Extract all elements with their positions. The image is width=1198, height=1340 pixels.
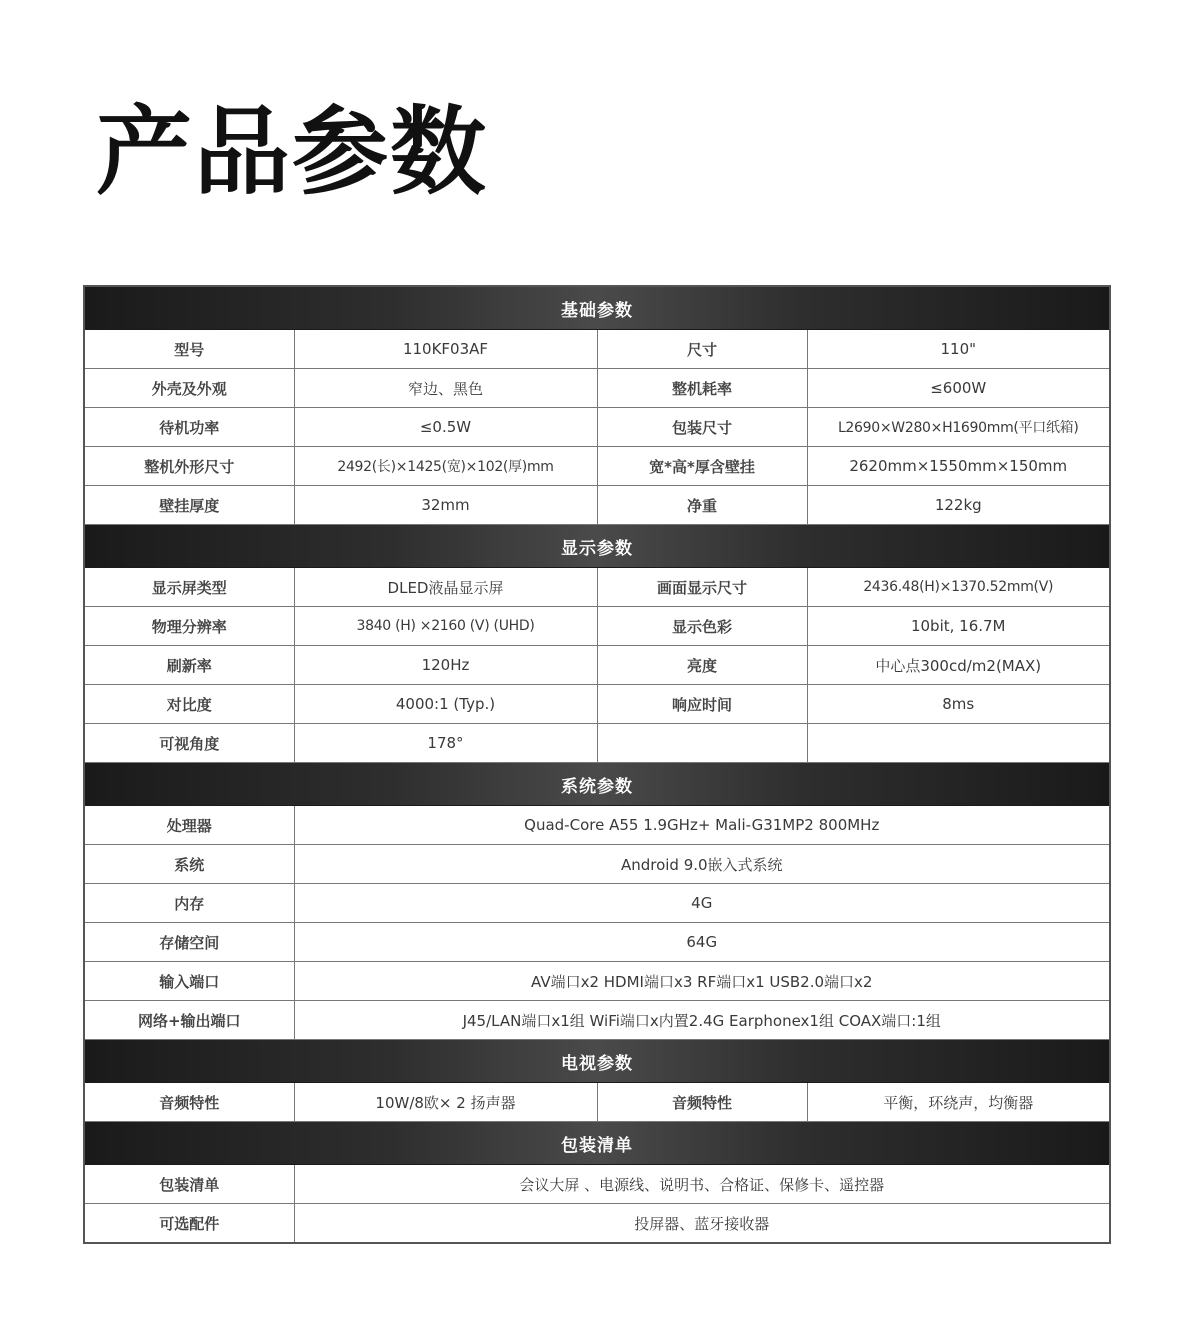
spec-value: 窄边、黑色 xyxy=(294,369,597,408)
spec-label: 音频特性 xyxy=(597,1083,807,1122)
spec-table xyxy=(83,285,1111,1244)
spec-value: 32mm xyxy=(294,486,597,525)
spec-row xyxy=(84,646,1110,685)
section-header-row xyxy=(84,525,1110,568)
section-header: 包装清单 xyxy=(84,1122,1110,1165)
spec-value: ≤0.5W xyxy=(294,408,597,447)
spec-label: 刷新率 xyxy=(84,646,294,685)
spec-row xyxy=(84,1165,1110,1204)
spec-label: 画面显示尺寸 xyxy=(597,568,807,607)
section-header-row xyxy=(84,763,1110,806)
spec-label: 可选配件 xyxy=(84,1204,294,1244)
spec-label: 可视角度 xyxy=(84,724,294,763)
spec-label: 整机外形尺寸 xyxy=(84,447,294,486)
spec-value: 会议大屏 、电源线、说明书、合格证、保修卡、遥控器 xyxy=(294,1165,1110,1204)
spec-label: 外壳及外观 xyxy=(84,369,294,408)
spec-value: 4000:1 (Typ.) xyxy=(294,685,597,724)
spec-label: 亮度 xyxy=(597,646,807,685)
spec-label: 系统 xyxy=(84,845,294,884)
spec-value: 10W/8欧× 2 扬声器 xyxy=(294,1083,597,1122)
page-title: 产品参数 xyxy=(96,96,488,208)
spec-label: 内存 xyxy=(84,884,294,923)
spec-row xyxy=(84,369,1110,408)
spec-label: 包装清单 xyxy=(84,1165,294,1204)
spec-value: 4G xyxy=(294,884,1110,923)
spec-label: 整机耗率 xyxy=(597,369,807,408)
spec-label: 网络+输出端口 xyxy=(84,1001,294,1040)
spec-label: 显示屏类型 xyxy=(84,568,294,607)
spec-label: 显示色彩 xyxy=(597,607,807,646)
spec-value: 110" xyxy=(807,330,1110,369)
spec-row xyxy=(84,1001,1110,1040)
spec-label: 对比度 xyxy=(84,685,294,724)
spec-row xyxy=(84,408,1110,447)
spec-row xyxy=(84,1083,1110,1122)
spec-row xyxy=(84,845,1110,884)
spec-row xyxy=(84,685,1110,724)
spec-value: 中心点300cd/m2(MAX) xyxy=(807,646,1110,685)
spec-label: 处理器 xyxy=(84,806,294,845)
spec-value: 110KF03AF xyxy=(294,330,597,369)
spec-row xyxy=(84,923,1110,962)
spec-value xyxy=(807,724,1110,763)
spec-row xyxy=(84,724,1110,763)
spec-value: 投屏器、蓝牙接收器 xyxy=(294,1204,1110,1244)
spec-value: ≤600W xyxy=(807,369,1110,408)
section-header: 显示参数 xyxy=(84,525,1110,568)
spec-row xyxy=(84,607,1110,646)
spec-label: 物理分辨率 xyxy=(84,607,294,646)
spec-value: Quad-Core A55 1.9GHz+ Mali-G31MP2 800MHz xyxy=(294,806,1110,845)
spec-value: 120Hz xyxy=(294,646,597,685)
section-header-row xyxy=(84,1040,1110,1083)
spec-value: L2690×W280×H1690mm(平口纸箱) xyxy=(807,408,1110,447)
spec-label: 存储空间 xyxy=(84,923,294,962)
spec-value: 64G xyxy=(294,923,1110,962)
spec-label: 型号 xyxy=(84,330,294,369)
spec-row xyxy=(84,330,1110,369)
spec-value: 3840 (H) ×2160 (V) (UHD) xyxy=(294,607,597,646)
spec-value: DLED液晶显示屏 xyxy=(294,568,597,607)
section-header: 系统参数 xyxy=(84,763,1110,806)
spec-value: 平衡，环绕声，均衡器 xyxy=(807,1083,1110,1122)
spec-value: J45/LAN端口x1组 WiFi端口x内置2.4G Earphonex1组 COAX端口:1组 xyxy=(294,1001,1110,1040)
spec-value: 2492(长)×1425(宽)×102(厚)mm xyxy=(294,447,597,486)
spec-label: 尺寸 xyxy=(597,330,807,369)
spec-value: 10bit, 16.7M xyxy=(807,607,1110,646)
spec-row xyxy=(84,486,1110,525)
spec-label: 音频特性 xyxy=(84,1083,294,1122)
spec-value: 2620mm×1550mm×150mm xyxy=(807,447,1110,486)
section-header-row xyxy=(84,286,1110,330)
spec-row xyxy=(84,806,1110,845)
spec-value: AV端口x2 HDMI端口x3 RF端口x1 USB2.0端口x2 xyxy=(294,962,1110,1001)
spec-label: 响应时间 xyxy=(597,685,807,724)
spec-value: 178° xyxy=(294,724,597,763)
spec-row xyxy=(84,1204,1110,1244)
spec-row xyxy=(84,962,1110,1001)
spec-label: 壁挂厚度 xyxy=(84,486,294,525)
spec-value: 2436.48(H)×1370.52mm(V) xyxy=(807,568,1110,607)
spec-row xyxy=(84,884,1110,923)
spec-row xyxy=(84,447,1110,486)
spec-value: Android 9.0嵌入式系统 xyxy=(294,845,1110,884)
section-header: 电视参数 xyxy=(84,1040,1110,1083)
spec-value: 8ms xyxy=(807,685,1110,724)
spec-row xyxy=(84,568,1110,607)
spec-value: 122kg xyxy=(807,486,1110,525)
spec-label: 宽*高*厚含壁挂 xyxy=(597,447,807,486)
spec-label: 待机功率 xyxy=(84,408,294,447)
section-header: 基础参数 xyxy=(84,286,1110,330)
section-header-row xyxy=(84,1122,1110,1165)
spec-label: 包装尺寸 xyxy=(597,408,807,447)
spec-label: 输入端口 xyxy=(84,962,294,1001)
spec-label: 净重 xyxy=(597,486,807,525)
spec-label xyxy=(597,724,807,763)
